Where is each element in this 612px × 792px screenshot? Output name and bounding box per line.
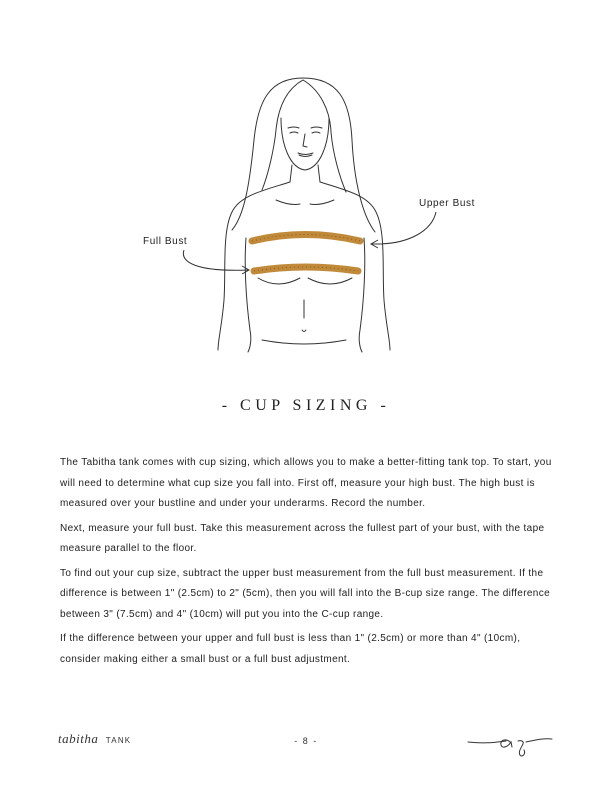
signature-logo <box>466 728 556 768</box>
bust-measurement-illustration <box>0 0 612 370</box>
section-title: - CUP SIZING - <box>221 397 391 414</box>
paragraph-cup-size: To find out your cup size, subtract the upper bust measurement from the full bust measurement. If the difference is between 1" (2.5cm) to 2" (5cm), then you will fall into the B-cup size range. The difference between 3" (7.5cm) and 4" (10cm) will put you into the C-cup range. <box>60 567 550 620</box>
upper-bust-label: Upper Bust <box>419 198 476 209</box>
full-bust-tape <box>254 267 358 271</box>
paragraph-adjustment: If the difference between your upper and full bust is less than 1" (2.5cm) or more than 4" (10cm), consider making either a small bust or a full bust adjustment. <box>60 633 521 665</box>
instructions-body <box>60 453 560 674</box>
page-number: - 8 - <box>294 736 318 746</box>
paragraph-full-bust: Next, measure your full bust. Take this measurement across the fullest part of your bust, with the tape measure parallel to the floor. <box>60 522 545 554</box>
brand-word: TANK <box>105 736 132 745</box>
full-bust-arrow <box>183 250 249 274</box>
full-bust-label: Full Bust <box>143 236 188 247</box>
upper-bust-tape <box>252 235 360 242</box>
paragraph-intro: The Tabitha tank comes with cup sizing, which allows you to make a better-fitting tank top. To start, you will need to determine what cup size you fall into. First off, measure your high bust. The high bust is measured over your bustline and under your underarms. Record the number. <box>60 457 552 509</box>
brand-script-logo: tabitha <box>58 731 99 746</box>
